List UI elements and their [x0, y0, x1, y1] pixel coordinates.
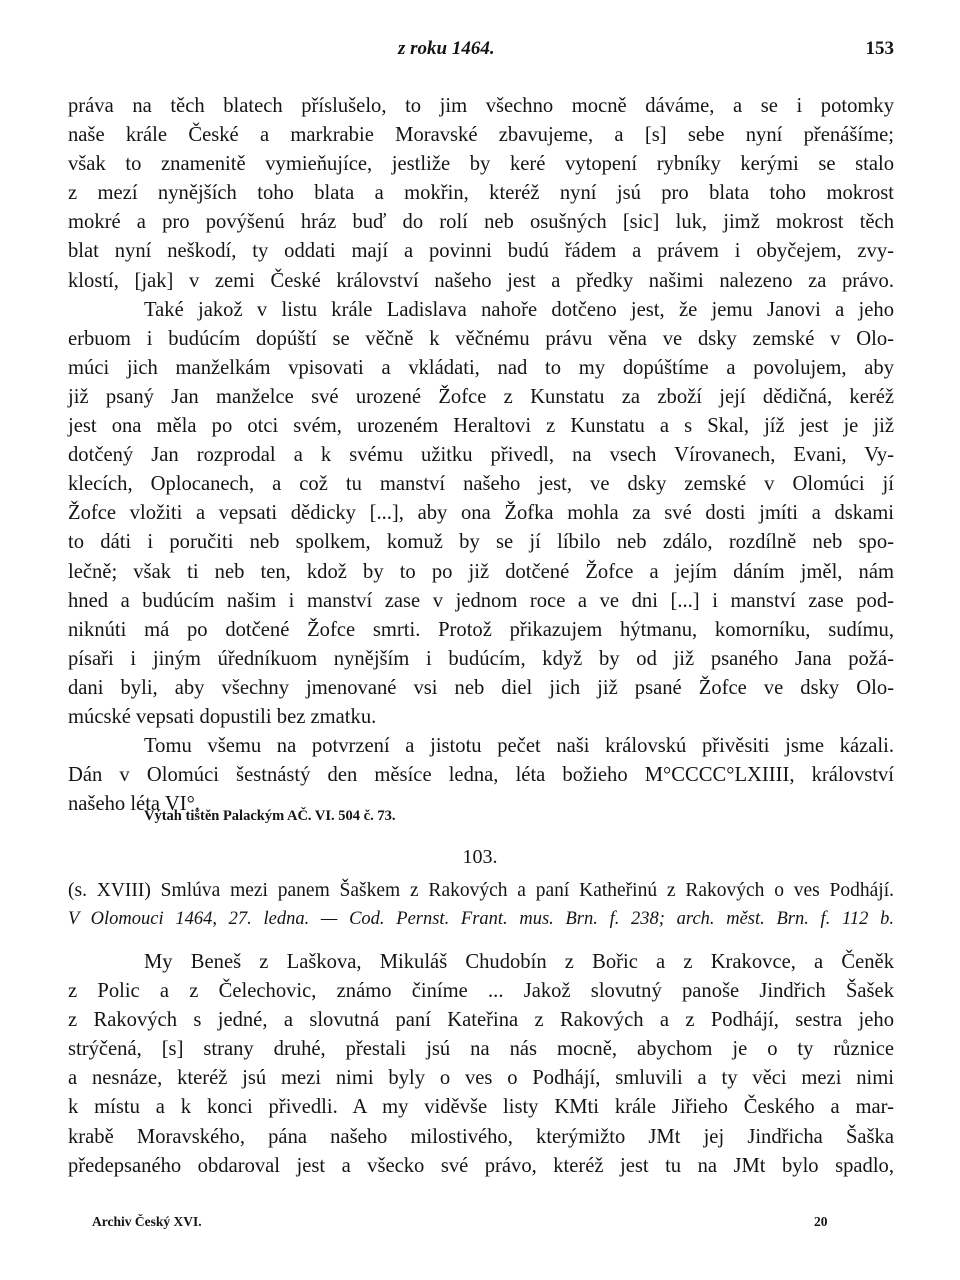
- text-line: niknúti má po dotčené Žofce smrti. Protož přikazujem hýtmanu, komorníku, sudímu,: [68, 618, 894, 641]
- text-line: dotčený Jan rozprodal a k svému užitku přivedl, na vsech Vírovanech, Evani, Vy-: [68, 444, 894, 467]
- text-line: strýčená, [s] strany druhé, přestali jsú na nás mocně, abychom je o ty různice: [68, 1038, 894, 1061]
- document-heading-block: [68, 876, 894, 934]
- text-line: blat nyní neškodí, ty oddati mají a povinni budú řádem a právem i obyčejem, zvy-: [68, 240, 894, 263]
- text-line: erbuom i budúcím dopúští se věčně k věčnému právu věna ve dsky zemské v Olo-: [68, 327, 894, 350]
- text-line: to dáti i poručiti neb spolkem, komuž by se jí líbilo neb zdálo, rozdílně neb spo-: [68, 531, 894, 554]
- text-line: našeho léta VI°.: [68, 793, 200, 816]
- document-source: V Olomouci 1464, 27. ledna. — Cod. Pernst. Frant. mus. Brn. f. 238; arch. měst. Brn. f. 112 b.: [68, 909, 894, 930]
- text-line: Tomu všemu na potvrzení a jistotu pečet naši královskú přivěsiti jsme kázali.: [144, 735, 894, 757]
- text-line: z Rakových s jedné, a slovutná paní Kateřina z Rakových a z Podhájí, sestra jeho: [68, 1009, 894, 1032]
- text-line: klostí, [jak] v zemi České království našeho jest a předky našimi nalezeno za právo.: [68, 269, 894, 292]
- paragraph-4: [68, 948, 894, 1181]
- text-line: Žofce vložiti a vepsati dědicky [...], aby ona Žofka mohla za své dosti jmíti a dskami: [68, 502, 894, 525]
- text-line: Dán v Olomúci šestnástý den měsíce ledna, léta božieho M°CCCC°LXIIII, království: [68, 764, 894, 787]
- document-number: 103.: [462, 846, 498, 868]
- text-line: z Polic a z Čelechovic, známo činíme ... Jakož slovutný panoše Jindřich Šašek: [68, 980, 894, 1003]
- text-line: již psaný Jan manželce své urozené Žofce z Kunstatu za zboží její dědičná, keréž: [68, 385, 894, 408]
- running-title: z roku 1464.: [398, 38, 495, 59]
- text-line: múcské vepsati dopustili bez zmatku.: [68, 706, 377, 728]
- text-line: práva na těch blatech příslušelo, to jim všechno mocně dáváme, a se i potomky: [68, 95, 894, 117]
- paragraph-2: [68, 296, 894, 732]
- document-heading: (s. XVIII) Smlúva mezi panem Šaškem z Rakových a paní Katheřinú z Rakových o ves Podhájí.: [68, 880, 894, 901]
- text-line: múci jich manželkám vpisovati a vkládati, nad to my dopúštíme a povolujem, aby: [68, 356, 894, 379]
- text-line: a nesnáze, kteréž jsú mezi nimi byly o ves o Podhájí, smluvili a ty věci mezi nimi: [68, 1067, 894, 1090]
- text-line: z mezí nynějších toho blata a mokřin, kteréž nyní jsú pro blata toho mokrost: [68, 182, 894, 205]
- text-line: krabě Moravského, pána našeho milostivého, kterýmižto JMt jej Jindřicha Šaška: [68, 1125, 894, 1148]
- text-line: předepsaného obdaroval jest a všecko své právo, kteréž jest tu na JMt bylo spadlo,: [68, 1154, 894, 1177]
- footer-signature-mark: 20: [814, 1214, 828, 1229]
- text-line: jest ona měla po otci svém, urozeném Heraltovi z Kunstatu a s Skal, jíž jest je již: [68, 415, 894, 438]
- text-line: dani byli, aby všechny jmenované vsi neb diel jich již psané Žofce ve dsky Olo-: [68, 676, 894, 699]
- text-line: lečně; však ti neb ten, kdož by to po již dotčené Žofce a jejím dáním jměl, nám: [68, 560, 894, 583]
- source-note: Výtah tištěn Palackým AČ. VI. 504 č. 73.: [144, 808, 396, 824]
- text-line: klecích, Oplocanech, a což tu manství našeho jest, ve dsky zemské v Olomúci jí: [68, 473, 894, 496]
- text-line: hned a budúcím našim i manství zase v jednom roce a ve dni [...] i manství zase pod-: [68, 589, 894, 612]
- text-line: naše krále České a markrabie Moravské zbavujeme, a [s] sebe nyní přenášíme;: [68, 124, 894, 147]
- paragraph-1: [68, 92, 894, 296]
- page-number: 153: [865, 38, 894, 59]
- paragraph-3: [68, 732, 894, 819]
- text-line: My Beneš z Laškova, Mikuláš Chudobín z Bořic a z Krakovce, a Čeněk: [144, 951, 894, 973]
- text-line: mokré a pro povýšenú hráz buď do rolí neb osušných [sic] luk, jimž mokrost těch: [68, 211, 894, 234]
- text-line: však to znamenitě vymieňujíce, jestliže by keré vytopení rybníky kerými se stalo: [68, 153, 894, 176]
- text-line: k místu a k konci přivedli. A my viděvše listy KMti krále Jiřieho Českého a mar-: [68, 1096, 894, 1119]
- text-line: Také jakož v listu krále Ladislava nahoře dotčeno jest, že jemu Janovi a jeho: [144, 298, 894, 321]
- text-line: písaři i jiným úředníkuom nynějším i budúcím, když by od již psaného Jana požá-: [68, 647, 894, 670]
- footer-publication: Archiv Český XVI.: [92, 1214, 202, 1229]
